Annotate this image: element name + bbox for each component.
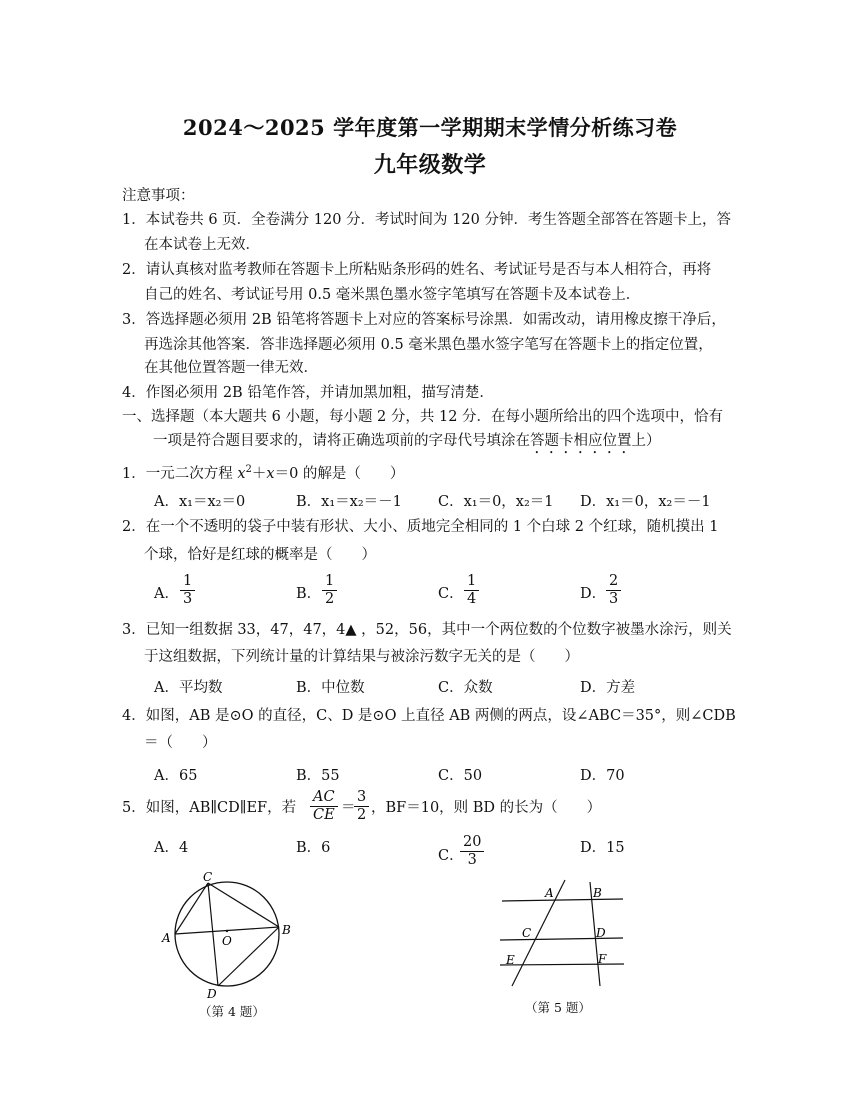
- q3-stem-line2: 于这组数据，下列统计量的计算结果与被涂污数字无关的是（ ）: [144, 649, 579, 665]
- q5-option-a: A．4: [154, 840, 189, 856]
- figure-4-caption: （第 4 题）: [199, 1004, 265, 1019]
- notice-heading: 注意事项：: [122, 188, 195, 204]
- notice-3-line3: 在其他位置答题一律无效．: [144, 360, 318, 376]
- notice-1-line2: 在本试卷上无效．: [144, 237, 260, 253]
- q5-stem-post: ，BF＝10，则 BD 的长为（ ）: [371, 800, 602, 816]
- section-header-tail: 上）: [631, 433, 661, 449]
- line-ab: [502, 899, 623, 901]
- q5-stem-pre: 5．如图，AB∥CD∥EF，若: [122, 800, 297, 816]
- q4-option-a: A．65: [154, 768, 198, 784]
- exam-subtitle: 九年级数学: [373, 152, 487, 178]
- label-d: D: [207, 987, 217, 1001]
- fraction-numerator: 20: [460, 834, 484, 852]
- q1-option-b: B．x₁＝x₂＝－1: [296, 494, 402, 510]
- label-b: B: [282, 923, 291, 937]
- q5-option-b: B．6: [296, 840, 331, 856]
- chord-cb: [208, 883, 279, 927]
- q2-option-a-fraction: [180, 573, 195, 608]
- q5-value-fraction: [354, 789, 369, 824]
- q3-option-b: B．中位数: [296, 680, 365, 696]
- center-point: [226, 930, 228, 932]
- label-b: B: [593, 886, 602, 900]
- q1-option-c: C．x₁＝0，x₂＝1: [438, 494, 554, 510]
- figure-5-caption: （第 5 题）: [525, 1000, 591, 1015]
- fraction-denominator: 3: [609, 591, 619, 607]
- label-d: D: [596, 926, 606, 940]
- notice-2-line1: 2．请认真核对监考教师在答题卡上所粘贴条形码的姓名、考试证号是否与本人相符合，再将: [122, 262, 712, 278]
- q1-plus: ＋: [251, 465, 267, 482]
- label-f: F: [598, 952, 607, 966]
- q3-option-c: C．众数: [438, 680, 493, 696]
- label-c: C: [522, 926, 532, 940]
- notice-4-line1: 4．作图必须用 2B 铅笔作答，并请加黑加粗，描写清楚．: [122, 385, 494, 401]
- fraction-denominator: 2: [357, 807, 367, 823]
- exam-title: 2024～2025 学年度第一学期期末学情分析练习卷: [182, 115, 678, 140]
- fraction-numerator: 1: [464, 573, 479, 591]
- fraction-numerator: 1: [180, 573, 195, 591]
- notice-1-line1: 1．本试卷共 6 页．全卷满分 120 分．考试时间为 120 分钟．考生答题全部答在答题卡上，答: [122, 212, 731, 228]
- fraction-denominator: 3: [467, 852, 477, 868]
- section-header-line1: 一、选择题（本大题共 6 小题，每小题 2 分，共 12 分．在每小题所给出的四个选项中，恰有: [122, 409, 724, 425]
- q2-stem-line2: 个球，恰好是红球的概率是（ ）: [144, 547, 376, 563]
- q5-equals: ＝: [341, 800, 356, 816]
- q2-option-d-label: D．: [580, 586, 607, 602]
- q2-option-b-label: B．: [296, 586, 322, 602]
- q1-var: x: [266, 465, 275, 482]
- q2-stem-line1: 2．在一个不透明的袋子中装有形状、大小、质地完全相同的 1 个白球 2 个红球，随机摸出 1: [122, 519, 719, 535]
- notice-3-line2: 再选涂其他答案．答非选择题必须用 0.5 毫米黑色墨水签字笔写在答题卡上的指定位置，: [144, 337, 713, 353]
- fraction-numerator: 3: [354, 789, 369, 807]
- q4-stem-line1: 4．如图，AB 是⊙O 的直径，C、D 是⊙O 上直径 AB 两侧的两点，设∠ABC＝35°，则∠CDB: [122, 708, 736, 724]
- q2-option-a-label: A．: [154, 586, 179, 602]
- fraction-denominator: 3: [183, 591, 193, 607]
- fraction-numerator: 1: [322, 573, 337, 591]
- section-header-line2: [153, 431, 661, 457]
- chord-ac: [175, 883, 208, 934]
- fraction-denominator: 2: [325, 591, 335, 607]
- q1-text: 1．一元二次方程: [122, 465, 238, 482]
- q5-ratio-fraction: [310, 789, 338, 824]
- q5-option-c-label: C．: [438, 848, 464, 864]
- q3-option-a: A．平均数: [154, 680, 223, 696]
- q1-text-tail: ＝0 的解是（ ）: [274, 465, 405, 482]
- fraction-numerator: AC: [310, 789, 338, 807]
- q1-var: x: [237, 465, 246, 482]
- fraction-numerator: 2: [606, 573, 621, 591]
- q3-stem-line1: 3．已知一组数据 33，47，47，4▲ ，52，56，其中一个两位数的个位数字被墨水涂污，则关: [122, 622, 732, 638]
- fraction-denominator: 4: [467, 591, 477, 607]
- q2-option-c-fraction: [464, 573, 479, 608]
- emphasized-text: 答题卡相应位置: [530, 433, 632, 449]
- q2-option-c-label: C．: [438, 586, 464, 602]
- q2-option-d-fraction: [606, 573, 621, 608]
- transversal-ace: [512, 880, 565, 986]
- q5-option-c-fraction: [460, 834, 484, 869]
- q4-option-b: B．55: [296, 768, 340, 784]
- notice-2-line2: 自己的姓名、考试证号用 0.5 毫米黑色墨水签字笔填写在答题卡及本试卷上．: [144, 287, 641, 303]
- q5-option-d: D．15: [580, 840, 625, 856]
- q1-stem: [122, 460, 404, 484]
- notice-3-line1: 3．答选择题必须用 2B 铅笔将答题卡上对应的答案标号涂黑．如需改动，请用橡皮擦干净后，: [122, 312, 726, 328]
- q1-option-d: D．x₁＝0，x₂＝－1: [580, 494, 711, 510]
- label-a: A: [545, 886, 554, 900]
- label-o: O: [222, 934, 232, 948]
- label-a: A: [162, 931, 171, 945]
- q1-option-a: A．x₁＝x₂＝0: [154, 494, 246, 510]
- section-header-text: 一项是符合题目要求的，请将正确选项前的字母代号填涂在: [153, 433, 530, 449]
- fraction-denominator: CE: [313, 807, 335, 823]
- q1-exponent: 2: [245, 464, 252, 475]
- chord-cd: [208, 883, 218, 986]
- q4-option-d: D．70: [580, 768, 625, 784]
- q3-option-d: D．方差: [580, 680, 636, 696]
- q4-stem-line2: ＝（ ）: [144, 735, 217, 751]
- figure-4-circle-diagram: [150, 866, 310, 1002]
- label-c: C: [203, 870, 213, 884]
- figure-5-parallel-lines-diagram: [490, 874, 635, 994]
- q4-option-c: C．50: [438, 768, 483, 784]
- q2-option-b-fraction: [322, 573, 337, 608]
- label-e: E: [506, 953, 515, 967]
